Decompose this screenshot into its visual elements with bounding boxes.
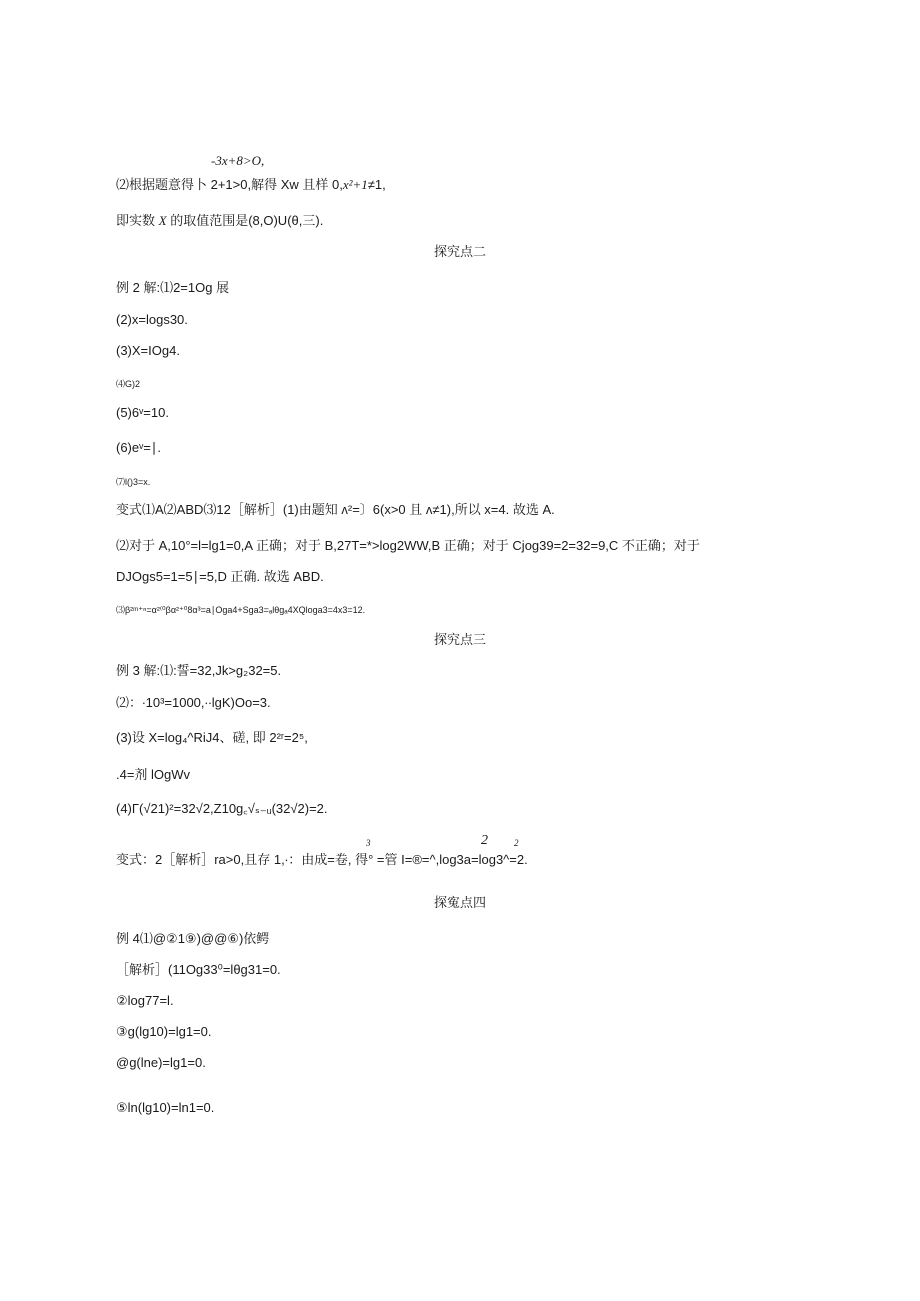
solution-line-2-var: X	[158, 213, 167, 228]
example-2-line-2: (3)X=IOg4.	[116, 343, 180, 358]
example-3-line-0: 例 3 解:⑴:誓=32,Jk>g₂32=5.	[116, 663, 282, 678]
example-3-line-4: (4)Γ(√21)²=32√2,Z10g꜀√ₛ₋ᵤ(32√2)=2.	[116, 801, 328, 816]
example-4-line-3: ③g(lg10)=lg1=0.	[116, 1024, 212, 1039]
example-2-line-6: ⑺l()3=x.	[116, 477, 151, 487]
example-4-line-1: ［解析］(11Og33⁰=lθg31=0.	[116, 962, 281, 977]
variant-3-line: 变式：2［解析］ra>0,且存 1,∙：由成=卷, 得° =管 I=®=^,log3a=log3^=2.	[116, 852, 528, 867]
variant-2-line-1: ⑵对于 A,10°=l=lg1=0,A 正确；对于 B,27T=*>log2WW,B 正确；对于 Cjog39=2=32=9,C 不正确；对于	[116, 538, 700, 553]
example-2-line-1: (2)x=logs30.	[116, 312, 188, 327]
heading-explore-2: 探究点二	[433, 244, 486, 259]
example-3-line-3: .4=剂 lOgWv	[116, 767, 191, 782]
variant-2-line-3: ⑶β²ᵐ⁺ⁿ=α²⁽⁰βα²⁺⁰8α³=a∣Oga4+Sga3=ₐlθgₐ4XQloga3=4x3=12.	[116, 605, 366, 615]
example-2-line-0: 例 2 解:⑴2=1Og 展	[116, 280, 230, 295]
example-2-line-4: (5)6ᵛ=10.	[116, 405, 169, 420]
example-3-line-1: ⑵：∙10³=1000,∙∙lgK)Oo=3.	[116, 695, 271, 710]
example-2-line-3: ⑷G)2	[116, 379, 141, 389]
solution-line-1	[116, 177, 386, 193]
solution-line-1-tail: ≠1,	[367, 177, 386, 192]
variant-3-sup-1: 3	[366, 838, 371, 848]
example-2-line-5: (6)eᵛ=∣.	[116, 440, 161, 455]
variant-3-sup-3: 2	[514, 838, 519, 848]
formula-line-0: -3x+8>O,	[211, 153, 265, 168]
example-4-line-4: @g(lne)=lg1=0.	[116, 1055, 206, 1070]
variant-2-line-0: 变式⑴A⑵ABD⑶12［解析］(1)由题知 ʌ²=〕6(x>0 且 ʌ≠1),所以 x=4. 故选 A.	[116, 502, 555, 517]
solution-line-2-tail: 的取值范围是(8,O)U(θ,三).	[166, 213, 324, 228]
solution-line-2-text: 即实数	[116, 213, 159, 228]
example-4-line-0: 例 4⑴@②1⑨)@@⑥)依鳄	[116, 931, 270, 946]
example-4-line-5: ⑤ln(lg10)=ln1=0.	[116, 1100, 215, 1115]
solution-line-2	[116, 213, 323, 229]
heading-explore-4: 探寃点四	[433, 895, 486, 910]
example-4-line-2: ②log77=l.	[116, 993, 174, 1008]
variant-3-sup-2: 2	[481, 833, 488, 848]
heading-explore-3: 探究点三	[433, 632, 486, 647]
example-3-line-2: (3)设 X=log₄^RiJ4、磋, 即 2²ʳ=2⁵,	[116, 730, 308, 745]
solution-line-1-text: ⑵根据题意得卜 2+1>0,解得 Xw 且样 0,	[116, 177, 343, 192]
variant-2-line-2: DJOgs5=1=5∣=5,D 正确. 故选 ABD.	[116, 569, 324, 584]
solution-line-1-expr: x²+1	[342, 177, 368, 192]
